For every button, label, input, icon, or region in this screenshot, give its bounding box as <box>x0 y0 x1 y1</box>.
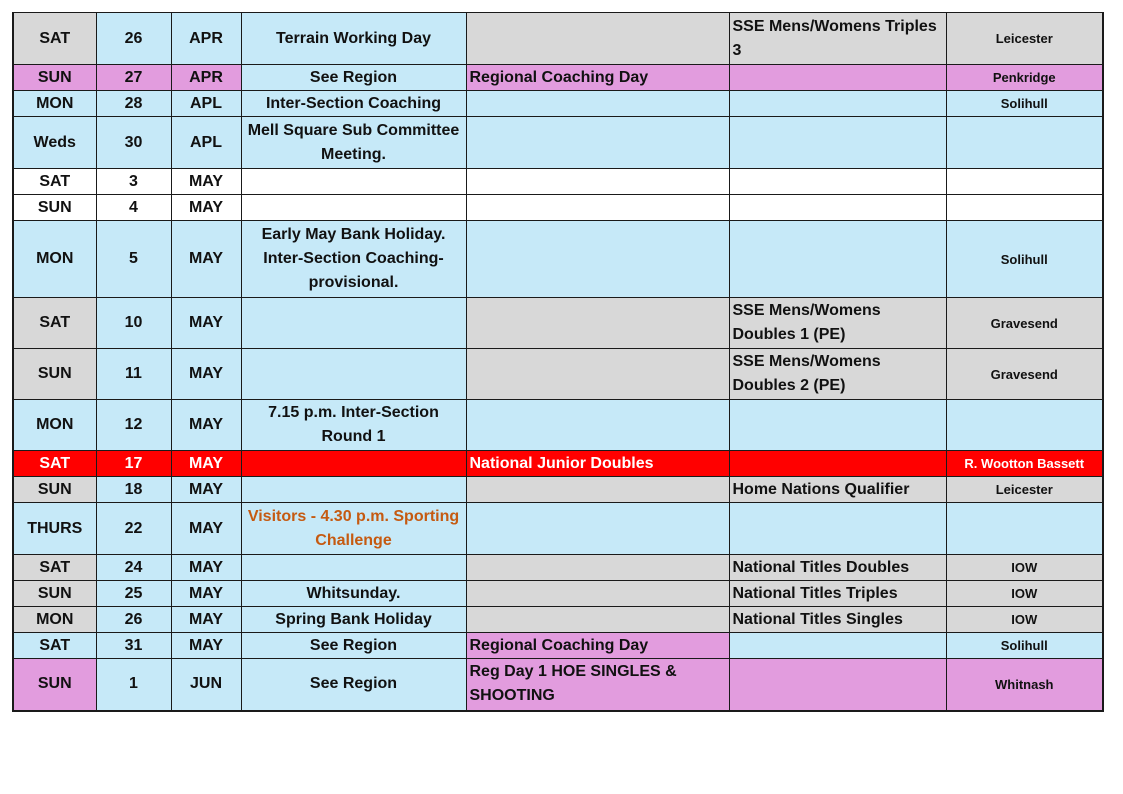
date-cell: 18 <box>96 477 171 503</box>
external-event-cell <box>729 221 946 298</box>
day-cell: SAT <box>13 298 96 349</box>
schedule-row <box>13 91 1103 117</box>
day-cell: SUN <box>13 65 96 91</box>
schedule-row <box>13 607 1103 633</box>
schedule-row <box>13 221 1103 298</box>
day-cell: MON <box>13 91 96 117</box>
external-event-cell <box>729 451 946 477</box>
venue-cell: Gravesend <box>946 298 1103 349</box>
day-cell: SAT <box>13 633 96 659</box>
national-event-cell <box>466 555 729 581</box>
day-cell: Weds <box>13 117 96 169</box>
national-event-cell <box>466 400 729 451</box>
date-cell: 4 <box>96 195 171 221</box>
schedule-row <box>13 581 1103 607</box>
event-cell: See Region <box>241 65 466 91</box>
date-cell: 12 <box>96 400 171 451</box>
national-event-cell <box>466 117 729 169</box>
venue-cell <box>946 195 1103 221</box>
national-event-cell <box>466 221 729 298</box>
event-cell: Terrain Working Day <box>241 13 466 65</box>
external-event-cell: Home Nations Qualifier <box>729 477 946 503</box>
event-cell: See Region <box>241 633 466 659</box>
month-cell: APL <box>171 117 241 169</box>
venue-cell: Leicester <box>946 477 1103 503</box>
date-cell: 22 <box>96 503 171 555</box>
external-event-cell <box>729 117 946 169</box>
schedule-row <box>13 169 1103 195</box>
date-cell: 1 <box>96 659 171 711</box>
month-cell: MAY <box>171 221 241 298</box>
venue-cell: Leicester <box>946 13 1103 65</box>
external-event-cell <box>729 659 946 711</box>
day-cell: MON <box>13 221 96 298</box>
date-cell: 27 <box>96 65 171 91</box>
month-cell: MAY <box>171 400 241 451</box>
day-cell: MON <box>13 607 96 633</box>
schedule-row <box>13 400 1103 451</box>
month-cell: JUN <box>171 659 241 711</box>
month-cell: MAY <box>171 581 241 607</box>
schedule-row <box>13 13 1103 65</box>
day-cell: SUN <box>13 477 96 503</box>
date-cell: 17 <box>96 451 171 477</box>
month-cell: MAY <box>171 349 241 400</box>
national-event-cell <box>466 91 729 117</box>
schedule-body <box>13 13 1103 711</box>
national-event-cell <box>466 503 729 555</box>
event-cell: 7.15 p.m. Inter-Section Round 1 <box>241 400 466 451</box>
venue-cell <box>946 117 1103 169</box>
external-event-cell <box>729 195 946 221</box>
external-event-cell: SSE Mens/Womens Triples 3 <box>729 13 946 65</box>
date-cell: 3 <box>96 169 171 195</box>
month-cell: MAY <box>171 195 241 221</box>
event-cell <box>241 169 466 195</box>
event-cell <box>241 195 466 221</box>
venue-cell: Solihull <box>946 633 1103 659</box>
month-cell: MAY <box>171 169 241 195</box>
date-cell: 30 <box>96 117 171 169</box>
venue-cell: R. Wootton Bassett <box>946 451 1103 477</box>
event-cell: Spring Bank Holiday <box>241 607 466 633</box>
month-cell: MAY <box>171 633 241 659</box>
schedule-row <box>13 659 1103 711</box>
national-event-cell <box>466 607 729 633</box>
external-event-cell <box>729 503 946 555</box>
schedule-row <box>13 555 1103 581</box>
national-event-cell: Reg Day 1 HOE SINGLES & SHOOTING <box>466 659 729 711</box>
venue-cell <box>946 400 1103 451</box>
event-cell <box>241 349 466 400</box>
month-cell: APR <box>171 13 241 65</box>
event-cell: Inter-Section Coaching <box>241 91 466 117</box>
event-cell: Mell Square Sub Committee Meeting. <box>241 117 466 169</box>
month-cell: MAY <box>171 451 241 477</box>
day-cell: MON <box>13 400 96 451</box>
venue-cell: IOW <box>946 581 1103 607</box>
schedule-row <box>13 477 1103 503</box>
external-event-cell: National Titles Singles <box>729 607 946 633</box>
external-event-cell <box>729 400 946 451</box>
national-event-cell <box>466 477 729 503</box>
day-cell: SUN <box>13 195 96 221</box>
national-event-cell <box>466 195 729 221</box>
month-cell: MAY <box>171 477 241 503</box>
day-cell: SAT <box>13 555 96 581</box>
venue-cell: Penkridge <box>946 65 1103 91</box>
event-cell <box>241 298 466 349</box>
venue-cell: Solihull <box>946 91 1103 117</box>
schedule-row <box>13 65 1103 91</box>
venue-cell: Gravesend <box>946 349 1103 400</box>
national-event-cell <box>466 169 729 195</box>
day-cell: SUN <box>13 659 96 711</box>
venue-cell: IOW <box>946 607 1103 633</box>
month-cell: APL <box>171 91 241 117</box>
date-cell: 28 <box>96 91 171 117</box>
date-cell: 24 <box>96 555 171 581</box>
schedule-table <box>12 12 1104 712</box>
event-cell <box>241 451 466 477</box>
day-cell: SUN <box>13 581 96 607</box>
event-cell: Early May Bank Holiday. Inter-Section Coaching-provisional. <box>241 221 466 298</box>
date-cell: 31 <box>96 633 171 659</box>
event-cell: Visitors - 4.30 p.m. Sporting Challenge <box>241 503 466 555</box>
event-cell <box>241 555 466 581</box>
national-event-cell: National Junior Doubles <box>466 451 729 477</box>
event-cell: See Region <box>241 659 466 711</box>
month-cell: MAY <box>171 298 241 349</box>
event-cell: Whitsunday. <box>241 581 466 607</box>
schedule-row <box>13 298 1103 349</box>
venue-cell: IOW <box>946 555 1103 581</box>
national-event-cell <box>466 298 729 349</box>
day-cell: SAT <box>13 451 96 477</box>
national-event-cell <box>466 581 729 607</box>
date-cell: 25 <box>96 581 171 607</box>
day-cell: SAT <box>13 169 96 195</box>
venue-cell: Solihull <box>946 221 1103 298</box>
national-event-cell <box>466 349 729 400</box>
venue-cell <box>946 169 1103 195</box>
external-event-cell <box>729 633 946 659</box>
national-event-cell <box>466 13 729 65</box>
day-cell: SAT <box>13 13 96 65</box>
schedule-row <box>13 349 1103 400</box>
month-cell: MAY <box>171 607 241 633</box>
external-event-cell: SSE Mens/Womens Doubles 1 (PE) <box>729 298 946 349</box>
venue-cell <box>946 503 1103 555</box>
external-event-cell: SSE Mens/Womens Doubles 2 (PE) <box>729 349 946 400</box>
venue-cell: Whitnash <box>946 659 1103 711</box>
external-event-cell: National Titles Doubles <box>729 555 946 581</box>
external-event-cell: National Titles Triples <box>729 581 946 607</box>
month-cell: MAY <box>171 503 241 555</box>
schedule-row <box>13 503 1103 555</box>
schedule-row <box>13 451 1103 477</box>
month-cell: MAY <box>171 555 241 581</box>
schedule-row <box>13 117 1103 169</box>
national-event-cell: Regional Coaching Day <box>466 65 729 91</box>
external-event-cell <box>729 91 946 117</box>
date-cell: 26 <box>96 13 171 65</box>
date-cell: 26 <box>96 607 171 633</box>
day-cell: THURS <box>13 503 96 555</box>
event-cell <box>241 477 466 503</box>
day-cell: SUN <box>13 349 96 400</box>
schedule-row <box>13 195 1103 221</box>
external-event-cell <box>729 169 946 195</box>
date-cell: 10 <box>96 298 171 349</box>
national-event-cell: Regional Coaching Day <box>466 633 729 659</box>
schedule-row <box>13 633 1103 659</box>
date-cell: 11 <box>96 349 171 400</box>
external-event-cell <box>729 65 946 91</box>
date-cell: 5 <box>96 221 171 298</box>
month-cell: APR <box>171 65 241 91</box>
